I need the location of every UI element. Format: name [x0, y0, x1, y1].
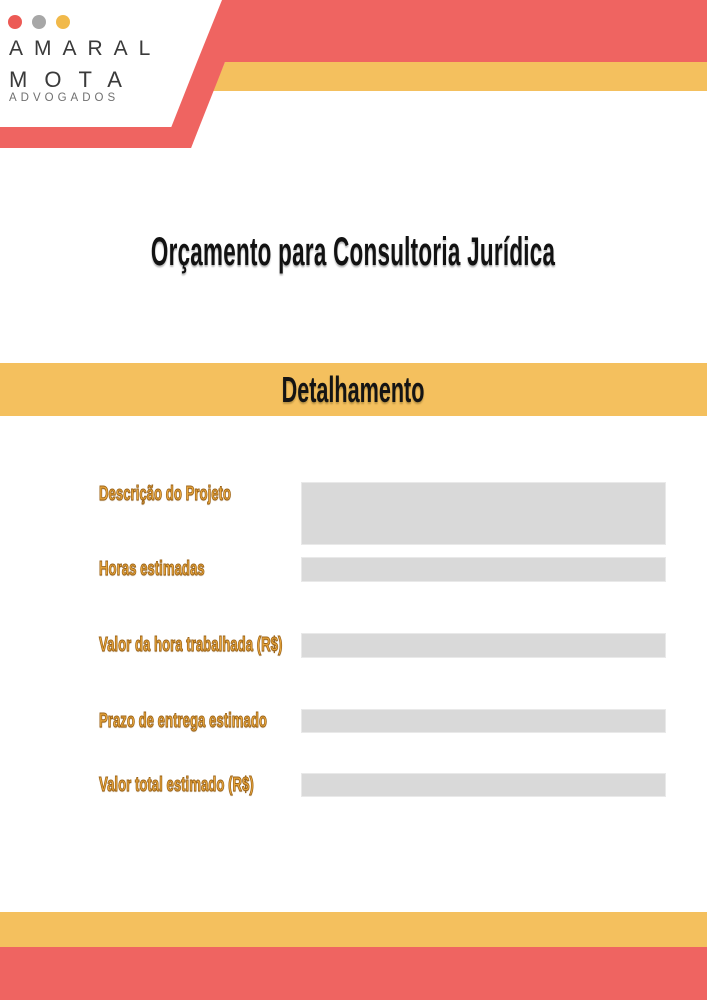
- field-label-horas: [99, 557, 259, 582]
- field-label-text: Valor da hora trabalhada (R$): [99, 634, 283, 656]
- brand-name-line1: AMARAL: [9, 37, 162, 60]
- logo-dots: [8, 15, 70, 29]
- brand-logo: [0, 0, 230, 130]
- field-label-descricao: [99, 482, 299, 507]
- footer-red-band: [0, 947, 707, 1000]
- prazo-entrega-estimado-input[interactable]: [301, 709, 666, 733]
- field-label-text: Descrição do Projeto: [99, 483, 232, 505]
- field-label-text: Valor total estimado (R$): [99, 773, 254, 796]
- logo-dot-red-icon: [8, 15, 22, 29]
- logo-dot-yellow-icon: [56, 15, 70, 29]
- valor-hora-trabalhada-input[interactable]: [301, 633, 666, 658]
- logo-dot-gray-icon: [32, 15, 46, 29]
- footer-yellow-band: [0, 912, 707, 947]
- valor-total-estimado-input[interactable]: [301, 773, 666, 797]
- header-yellow-band: [213, 62, 707, 91]
- field-label-text: Horas estimadas: [99, 558, 205, 580]
- page-title: Orçamento para Consultoria Jurídica: [151, 229, 556, 274]
- section-header-bar: [0, 363, 707, 416]
- brand-tagline: ADVOGADOS: [9, 92, 120, 104]
- field-label-valor-total: [99, 773, 334, 797]
- header-red-band: [197, 0, 707, 62]
- horas-estimadas-input[interactable]: [301, 557, 666, 582]
- field-label-text: Prazo de entrega estimado: [99, 709, 267, 732]
- page-title-container: [0, 222, 707, 282]
- section-heading: Detalhamento: [282, 368, 425, 410]
- header-red-bottom-strip: [0, 127, 199, 148]
- descricao-do-projeto-input[interactable]: [301, 482, 666, 545]
- brand-name-line2: MOTA: [9, 67, 139, 92]
